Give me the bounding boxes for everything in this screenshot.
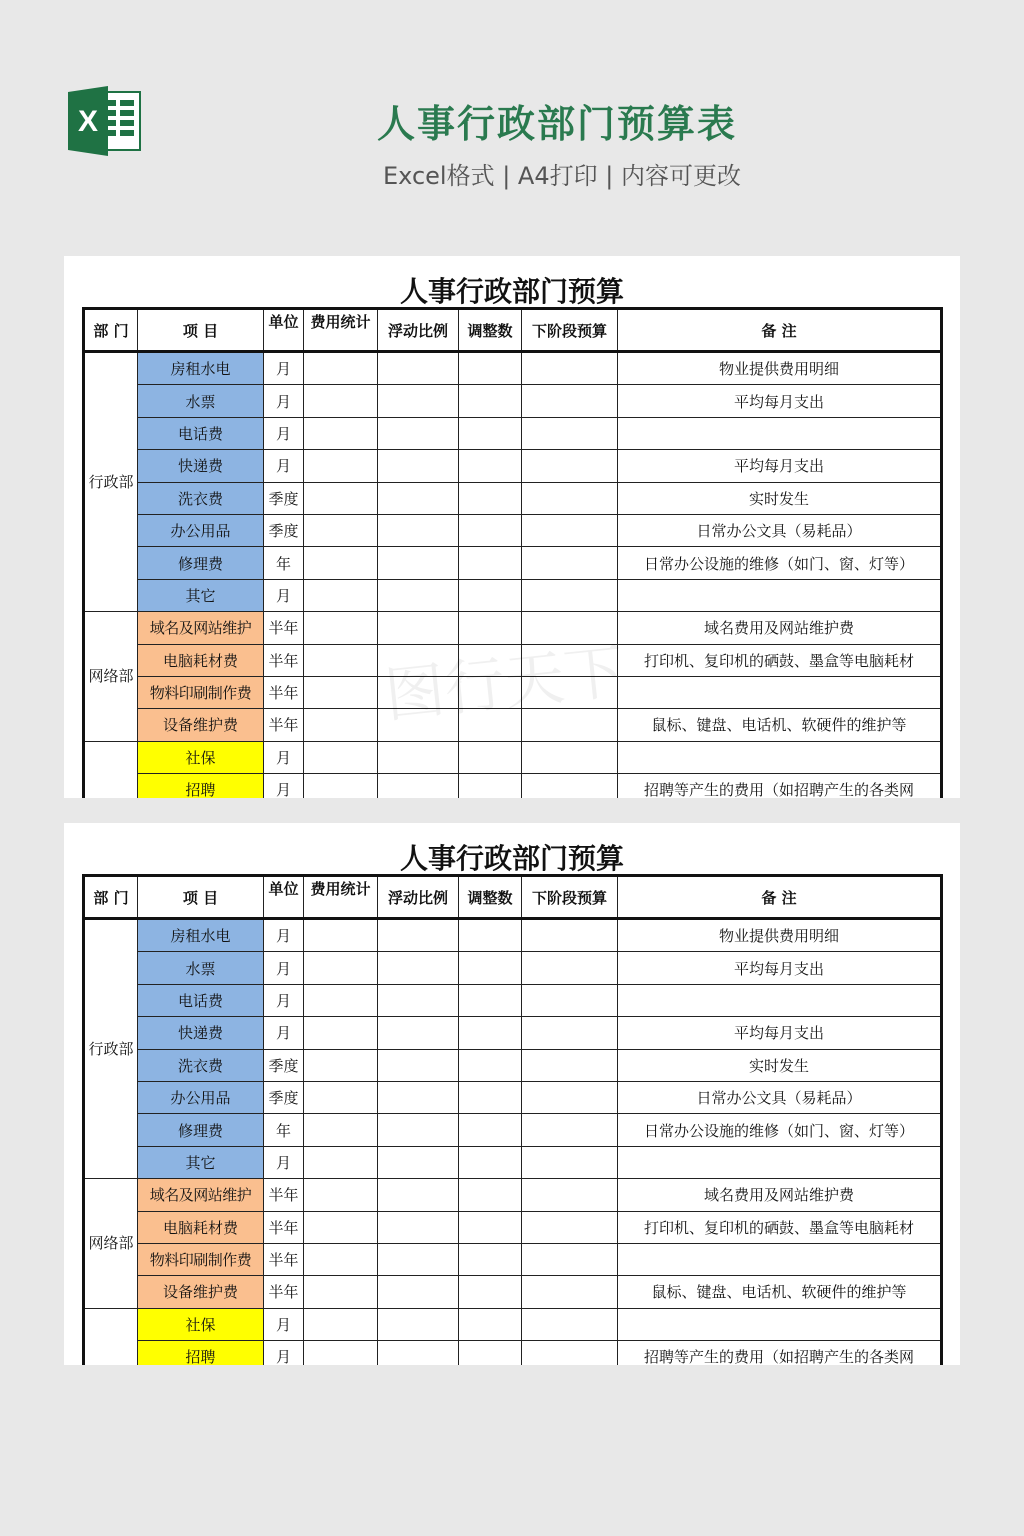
value-cell[interactable]: [522, 644, 618, 676]
table-row: [84, 547, 942, 579]
value-cell[interactable]: [378, 1211, 459, 1243]
value-cell[interactable]: [459, 1146, 522, 1178]
value-cell[interactable]: [378, 385, 459, 417]
value-cell[interactable]: [522, 450, 618, 482]
value-cell[interactable]: [522, 482, 618, 514]
note-cell: [618, 984, 942, 1016]
note-cell: 鼠标、键盘、电话机、软硬件的维护等: [618, 1276, 942, 1308]
value-cell[interactable]: [459, 1049, 522, 1081]
column-header: 调整数: [459, 309, 522, 352]
value-cell[interactable]: [522, 952, 618, 984]
note-cell: 招聘等产生的费用（如招聘产生的各类网: [618, 774, 942, 798]
value-cell[interactable]: [459, 774, 522, 798]
value-cell[interactable]: [378, 984, 459, 1016]
table-row: [84, 709, 942, 741]
sheet-title: 人事行政部门预算: [399, 275, 624, 308]
value-cell[interactable]: [378, 952, 459, 984]
value-cell[interactable]: [304, 644, 378, 676]
note-cell: 日常办公文具（易耗品）: [618, 1081, 942, 1113]
value-cell[interactable]: [459, 919, 522, 952]
column-header: 浮动比例: [378, 876, 459, 919]
value-cell[interactable]: [522, 1114, 618, 1146]
value-cell[interactable]: [304, 514, 378, 546]
item-cell: 物料印刷制作费: [138, 676, 264, 708]
unit-cell: 月: [264, 741, 304, 773]
value-cell[interactable]: [378, 1017, 459, 1049]
unit-cell: 半年: [264, 1211, 304, 1243]
note-cell: 物业提供费用明细: [618, 352, 942, 385]
value-cell[interactable]: [459, 1341, 522, 1365]
value-cell[interactable]: [304, 579, 378, 611]
note-cell: 实时发生: [618, 482, 942, 514]
table-row: [84, 741, 942, 773]
note-cell: 鼠标、键盘、电话机、软硬件的维护等: [618, 709, 942, 741]
unit-cell: 季度: [264, 482, 304, 514]
department-cell: [84, 1308, 138, 1365]
value-cell[interactable]: [522, 676, 618, 708]
table-row: [84, 1276, 942, 1308]
value-cell[interactable]: [522, 709, 618, 741]
table-row: [84, 1081, 942, 1113]
value-cell[interactable]: [378, 579, 459, 611]
column-header: 调整数: [459, 876, 522, 919]
value-cell[interactable]: [378, 547, 459, 579]
unit-cell: 月: [264, 1146, 304, 1178]
unit-cell: 年: [264, 1114, 304, 1146]
svg-text:X: X: [77, 105, 99, 138]
department-cell: 网络部: [84, 1179, 138, 1309]
item-cell: 房租水电: [138, 352, 264, 385]
value-cell[interactable]: [459, 482, 522, 514]
value-cell[interactable]: [459, 1308, 522, 1340]
column-header: 费用统计: [304, 309, 378, 352]
table-header-row: [84, 309, 942, 352]
item-cell: 电话费: [138, 984, 264, 1016]
note-cell: 日常办公文具（易耗品）: [618, 514, 942, 546]
note-cell: 域名费用及网站维护费: [618, 1179, 942, 1211]
table-row: [84, 579, 942, 611]
value-cell[interactable]: [522, 1179, 618, 1211]
value-cell[interactable]: [522, 1276, 618, 1308]
unit-cell: 月: [264, 579, 304, 611]
budget-table: [82, 307, 943, 798]
value-cell[interactable]: [522, 984, 618, 1016]
note-cell: [618, 579, 942, 611]
value-cell[interactable]: [378, 709, 459, 741]
value-cell[interactable]: [378, 1114, 459, 1146]
unit-cell: 月: [264, 417, 304, 449]
page-title: 人事行政部门预算表: [376, 102, 737, 146]
value-cell[interactable]: [378, 352, 459, 385]
unit-cell: 半年: [264, 676, 304, 708]
unit-cell: 月: [264, 352, 304, 385]
item-cell: 电话费: [138, 417, 264, 449]
value-cell[interactable]: [522, 417, 618, 449]
table-row: [84, 1179, 942, 1211]
value-cell[interactable]: [378, 1179, 459, 1211]
value-cell[interactable]: [378, 514, 459, 546]
value-cell[interactable]: [304, 1276, 378, 1308]
unit-cell: 半年: [264, 1243, 304, 1275]
note-cell: [618, 676, 942, 708]
table-row: [84, 1049, 942, 1081]
column-header: 下阶段预算: [522, 876, 618, 919]
value-cell[interactable]: [522, 612, 618, 644]
value-cell[interactable]: [378, 612, 459, 644]
item-cell: 其它: [138, 579, 264, 611]
unit-cell: 月: [264, 774, 304, 798]
value-cell[interactable]: [522, 1211, 618, 1243]
value-cell[interactable]: [304, 709, 378, 741]
note-cell: [618, 417, 942, 449]
table-row: [84, 919, 942, 952]
item-cell: 其它: [138, 1146, 264, 1178]
unit-cell: 月: [264, 1308, 304, 1340]
note-cell: [618, 1146, 942, 1178]
item-cell: 域名及网站维护: [138, 1179, 264, 1211]
department-cell: 网络部: [84, 612, 138, 742]
table-row: [84, 417, 942, 449]
value-cell[interactable]: [378, 1049, 459, 1081]
unit-cell: 半年: [264, 1276, 304, 1308]
table-row: [84, 984, 942, 1016]
note-cell: 域名费用及网站维护费: [618, 612, 942, 644]
table-row: [84, 1211, 942, 1243]
value-cell[interactable]: [522, 1146, 618, 1178]
value-cell[interactable]: [304, 919, 378, 952]
value-cell[interactable]: [378, 1308, 459, 1340]
value-cell[interactable]: [459, 741, 522, 773]
column-header: 单位: [264, 309, 304, 352]
value-cell[interactable]: [459, 984, 522, 1016]
value-cell[interactable]: [378, 676, 459, 708]
value-cell[interactable]: [459, 676, 522, 708]
table-row: [84, 1114, 942, 1146]
unit-cell: 月: [264, 1017, 304, 1049]
value-cell[interactable]: [304, 1211, 378, 1243]
table-row: [84, 774, 942, 798]
sheet-preview-2: [64, 823, 960, 1365]
table-row: [84, 1017, 942, 1049]
value-cell[interactable]: [522, 1049, 618, 1081]
value-cell[interactable]: [304, 1049, 378, 1081]
unit-cell: 月: [264, 919, 304, 952]
value-cell[interactable]: [304, 612, 378, 644]
unit-cell: 半年: [264, 709, 304, 741]
value-cell[interactable]: [304, 547, 378, 579]
column-header: 浮动比例: [378, 309, 459, 352]
value-cell[interactable]: [304, 1146, 378, 1178]
value-cell[interactable]: [378, 1276, 459, 1308]
value-cell[interactable]: [522, 1308, 618, 1340]
value-cell[interactable]: [378, 919, 459, 952]
table-row: [84, 612, 942, 644]
note-cell: [618, 741, 942, 773]
value-cell[interactable]: [522, 579, 618, 611]
table-row: [84, 385, 942, 417]
value-cell[interactable]: [522, 352, 618, 385]
value-cell[interactable]: [304, 1341, 378, 1365]
value-cell[interactable]: [304, 417, 378, 449]
unit-cell: 半年: [264, 644, 304, 676]
item-cell: 修理费: [138, 1114, 264, 1146]
value-cell[interactable]: [459, 1179, 522, 1211]
value-cell[interactable]: [459, 1081, 522, 1113]
value-cell[interactable]: [304, 774, 378, 798]
department-cell: [84, 741, 138, 798]
table-row: [84, 1341, 942, 1365]
item-cell: 洗衣费: [138, 1049, 264, 1081]
department-cell: 行政部: [84, 352, 138, 612]
value-cell[interactable]: [304, 952, 378, 984]
column-header: 费用统计: [304, 876, 378, 919]
value-cell[interactable]: [378, 482, 459, 514]
note-cell: 物业提供费用明细: [618, 919, 942, 952]
value-cell[interactable]: [459, 514, 522, 546]
value-cell[interactable]: [378, 741, 459, 773]
value-cell[interactable]: [459, 352, 522, 385]
column-header: 项 目: [138, 876, 264, 919]
table-header-row: [84, 876, 942, 919]
table-row: [84, 1146, 942, 1178]
table-row: [84, 644, 942, 676]
value-cell[interactable]: [378, 1081, 459, 1113]
value-cell[interactable]: [459, 1243, 522, 1275]
unit-cell: 月: [264, 450, 304, 482]
value-cell[interactable]: [459, 709, 522, 741]
table-row: [84, 482, 942, 514]
column-header: 单位: [264, 876, 304, 919]
item-cell: 房租水电: [138, 919, 264, 952]
item-cell: 电脑耗材费: [138, 644, 264, 676]
department-cell: 行政部: [84, 919, 138, 1179]
unit-cell: 月: [264, 1341, 304, 1365]
value-cell[interactable]: [522, 385, 618, 417]
unit-cell: 半年: [264, 612, 304, 644]
note-cell: 平均每月支出: [618, 952, 942, 984]
item-cell: 办公用品: [138, 514, 264, 546]
value-cell[interactable]: [459, 612, 522, 644]
value-cell[interactable]: [522, 1081, 618, 1113]
note-cell: 招聘等产生的费用（如招聘产生的各类网: [618, 1341, 942, 1365]
watermark: 图行天下: [381, 636, 628, 732]
value-cell[interactable]: [304, 1308, 378, 1340]
item-cell: 电脑耗材费: [138, 1211, 264, 1243]
item-cell: 快递费: [138, 450, 264, 482]
budget-table: [82, 874, 943, 1365]
value-cell[interactable]: [459, 952, 522, 984]
value-cell[interactable]: [304, 1017, 378, 1049]
value-cell[interactable]: [304, 450, 378, 482]
value-cell[interactable]: [378, 417, 459, 449]
item-cell: 设备维护费: [138, 709, 264, 741]
value-cell[interactable]: [304, 1081, 378, 1113]
column-header: 部 门: [84, 876, 138, 919]
column-header: 下阶段预算: [522, 309, 618, 352]
unit-cell: 月: [264, 984, 304, 1016]
value-cell[interactable]: [459, 644, 522, 676]
value-cell[interactable]: [304, 482, 378, 514]
value-cell[interactable]: [459, 385, 522, 417]
value-cell[interactable]: [304, 676, 378, 708]
item-cell: 社保: [138, 1308, 264, 1340]
note-cell: 平均每月支出: [618, 1017, 942, 1049]
column-header: 备 注: [618, 309, 942, 352]
value-cell[interactable]: [459, 417, 522, 449]
value-cell[interactable]: [459, 547, 522, 579]
value-cell[interactable]: [522, 1243, 618, 1275]
note-cell: 实时发生: [618, 1049, 942, 1081]
unit-cell: 月: [264, 952, 304, 984]
value-cell[interactable]: [522, 514, 618, 546]
item-cell: 洗衣费: [138, 482, 264, 514]
column-header: 备 注: [618, 876, 942, 919]
value-cell[interactable]: [304, 352, 378, 385]
unit-cell: 季度: [264, 1049, 304, 1081]
unit-cell: 半年: [264, 1179, 304, 1211]
value-cell[interactable]: [522, 741, 618, 773]
value-cell[interactable]: [522, 1017, 618, 1049]
table-row: [84, 514, 942, 546]
value-cell[interactable]: [522, 774, 618, 798]
item-cell: 物料印刷制作费: [138, 1243, 264, 1275]
table-row: [84, 450, 942, 482]
item-cell: 招聘: [138, 774, 264, 798]
item-cell: 水票: [138, 385, 264, 417]
item-cell: 修理费: [138, 547, 264, 579]
value-cell[interactable]: [304, 1179, 378, 1211]
item-cell: 社保: [138, 741, 264, 773]
value-cell[interactable]: [378, 644, 459, 676]
value-cell[interactable]: [459, 1017, 522, 1049]
item-cell: 招聘: [138, 1341, 264, 1365]
item-cell: 水票: [138, 952, 264, 984]
unit-cell: 季度: [264, 1081, 304, 1113]
note-cell: 打印机、复印机的硒鼓、墨盒等电脑耗材: [618, 1211, 942, 1243]
note-cell: 日常办公设施的维修（如门、窗、灯等）: [618, 547, 942, 579]
item-cell: 域名及网站维护: [138, 612, 264, 644]
table-row: [84, 1308, 942, 1340]
value-cell[interactable]: [378, 450, 459, 482]
sheet-title: 人事行政部门预算: [399, 842, 624, 875]
value-cell[interactable]: [378, 774, 459, 798]
value-cell[interactable]: [459, 579, 522, 611]
sheet-preview-1: [64, 256, 960, 798]
unit-cell: 季度: [264, 514, 304, 546]
value-cell[interactable]: [378, 1146, 459, 1178]
table-row: [84, 1243, 942, 1275]
value-cell[interactable]: [304, 385, 378, 417]
value-cell[interactable]: [522, 1341, 618, 1365]
column-header: 部 门: [84, 309, 138, 352]
note-cell: [618, 1243, 942, 1275]
note-cell: 打印机、复印机的硒鼓、墨盒等电脑耗材: [618, 644, 942, 676]
value-cell[interactable]: [304, 984, 378, 1016]
value-cell[interactable]: [304, 1243, 378, 1275]
value-cell[interactable]: [378, 1243, 459, 1275]
note-cell: 平均每月支出: [618, 450, 942, 482]
unit-cell: 月: [264, 385, 304, 417]
table-row: [84, 676, 942, 708]
item-cell: 快递费: [138, 1017, 264, 1049]
value-cell[interactable]: [378, 1341, 459, 1365]
value-cell[interactable]: [304, 1114, 378, 1146]
value-cell[interactable]: [459, 1114, 522, 1146]
table-row: [84, 952, 942, 984]
item-cell: 设备维护费: [138, 1276, 264, 1308]
page-subtitle: Excel格式 | A4打印 | 内容可更改: [383, 162, 741, 190]
column-header: 项 目: [138, 309, 264, 352]
value-cell[interactable]: [522, 919, 618, 952]
value-cell[interactable]: [459, 1211, 522, 1243]
value-cell[interactable]: [304, 741, 378, 773]
value-cell[interactable]: [522, 547, 618, 579]
note-cell: 日常办公设施的维修（如门、窗、灯等）: [618, 1114, 942, 1146]
unit-cell: 年: [264, 547, 304, 579]
value-cell[interactable]: [459, 1276, 522, 1308]
value-cell[interactable]: [459, 450, 522, 482]
item-cell: 办公用品: [138, 1081, 264, 1113]
note-cell: 平均每月支出: [618, 385, 942, 417]
table-row: [84, 352, 942, 385]
note-cell: [618, 1308, 942, 1340]
